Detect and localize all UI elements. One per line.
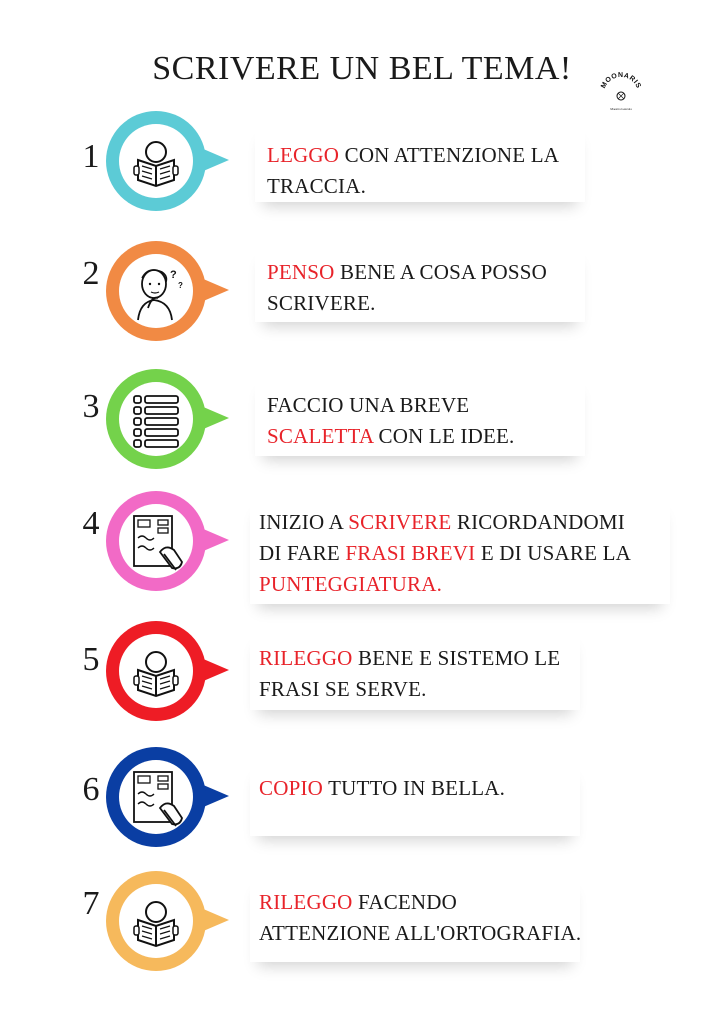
svg-text:?: ? [178,281,183,290]
highlighted-keyword: FRASI BREVI [345,541,476,565]
step-text-segment: E DI USARE LA [475,541,631,565]
step-text-segment: TRACCIA. [267,174,367,198]
step-text-segment: FACENDO [352,890,458,914]
step-7-speech-bubble [105,870,233,972]
page-title: SCRIVERE UN BEL TEMA! [152,50,572,87]
logo-name: MOONARIS [600,71,642,90]
step-4-line1 [259,507,631,538]
step-2-number: 2 [82,255,100,292]
step-7-number: 7 [82,885,100,922]
step-5-line1 [259,643,560,674]
highlighted-keyword: PENSO [267,260,335,284]
highlighted-keyword: RILEGGO [259,646,353,670]
moonaris-logo [598,68,644,114]
step-1-number: 1 [82,138,100,175]
step-text-segment: RICORDANDOMI [451,510,625,534]
highlighted-keyword: SCALETTA [267,424,374,448]
step-1-line1 [267,140,559,171]
highlighted-keyword: COPIO [259,776,324,800]
step-2-text [267,257,547,319]
highlighted-keyword: PUNTEGGIATURA. [259,572,443,596]
step-6-text [259,773,505,804]
step-text-segment: TUTTO IN BELLA. [323,776,506,800]
step-text-segment: DI FARE [259,541,346,565]
step-7-line1 [259,887,581,918]
step-6-number: 6 [82,771,100,808]
step-6-line1 [259,773,505,804]
step-text-segment: INIZIO A [259,510,349,534]
step-5-number: 5 [82,641,100,678]
step-2-speech-bubble [105,240,233,342]
highlighted-keyword: SCRIVERE [348,510,452,534]
step-4-speech-bubble [105,490,233,592]
step-text-segment: ATTENZIONE ALL'ORTOGRAFIA. [259,921,582,945]
step-text-segment: SCRIVERE. [267,291,376,315]
step-5-speech-bubble [105,620,233,722]
step-text-segment: BENE A COSA POSSO [334,260,548,284]
step-7-line2 [259,918,581,949]
svg-text:?: ? [170,269,177,281]
step-4-line3 [259,569,631,600]
step-text-segment: FACCIO UNA BREVE [267,393,470,417]
highlighted-keyword: RILEGGO [259,890,353,914]
step-text-segment: BENE E SISTEMO LE [352,646,561,670]
svg-text:MOONARIS [600,72,642,90]
step-2-line2 [267,288,547,319]
step-1-line2 [267,171,559,202]
step-text-segment: CON LE IDEE. [373,424,515,448]
step-2-line1 [267,257,547,288]
step-3-line1 [267,390,515,421]
step-5-text [259,643,560,705]
step-text-segment: CON ATTENZIONE LA [339,143,560,167]
step-3-number: 3 [82,388,100,425]
step-6-speech-bubble [105,746,233,848]
step-5-line2 [259,674,560,705]
step-3-speech-bubble [105,368,233,470]
step-3-line2 [267,421,515,452]
logo-tagline: Maestra Gazzola [610,107,632,111]
step-4-number: 4 [82,505,100,542]
step-7-text [259,887,581,949]
step-3-text [267,390,515,452]
step-4-text [259,507,631,600]
highlighted-keyword: LEGGO [267,143,340,167]
step-text-segment: FRASI SE SERVE. [259,677,427,701]
step-4-line2 [259,538,631,569]
step-1-speech-bubble [105,110,233,212]
step-1-text [267,140,559,202]
